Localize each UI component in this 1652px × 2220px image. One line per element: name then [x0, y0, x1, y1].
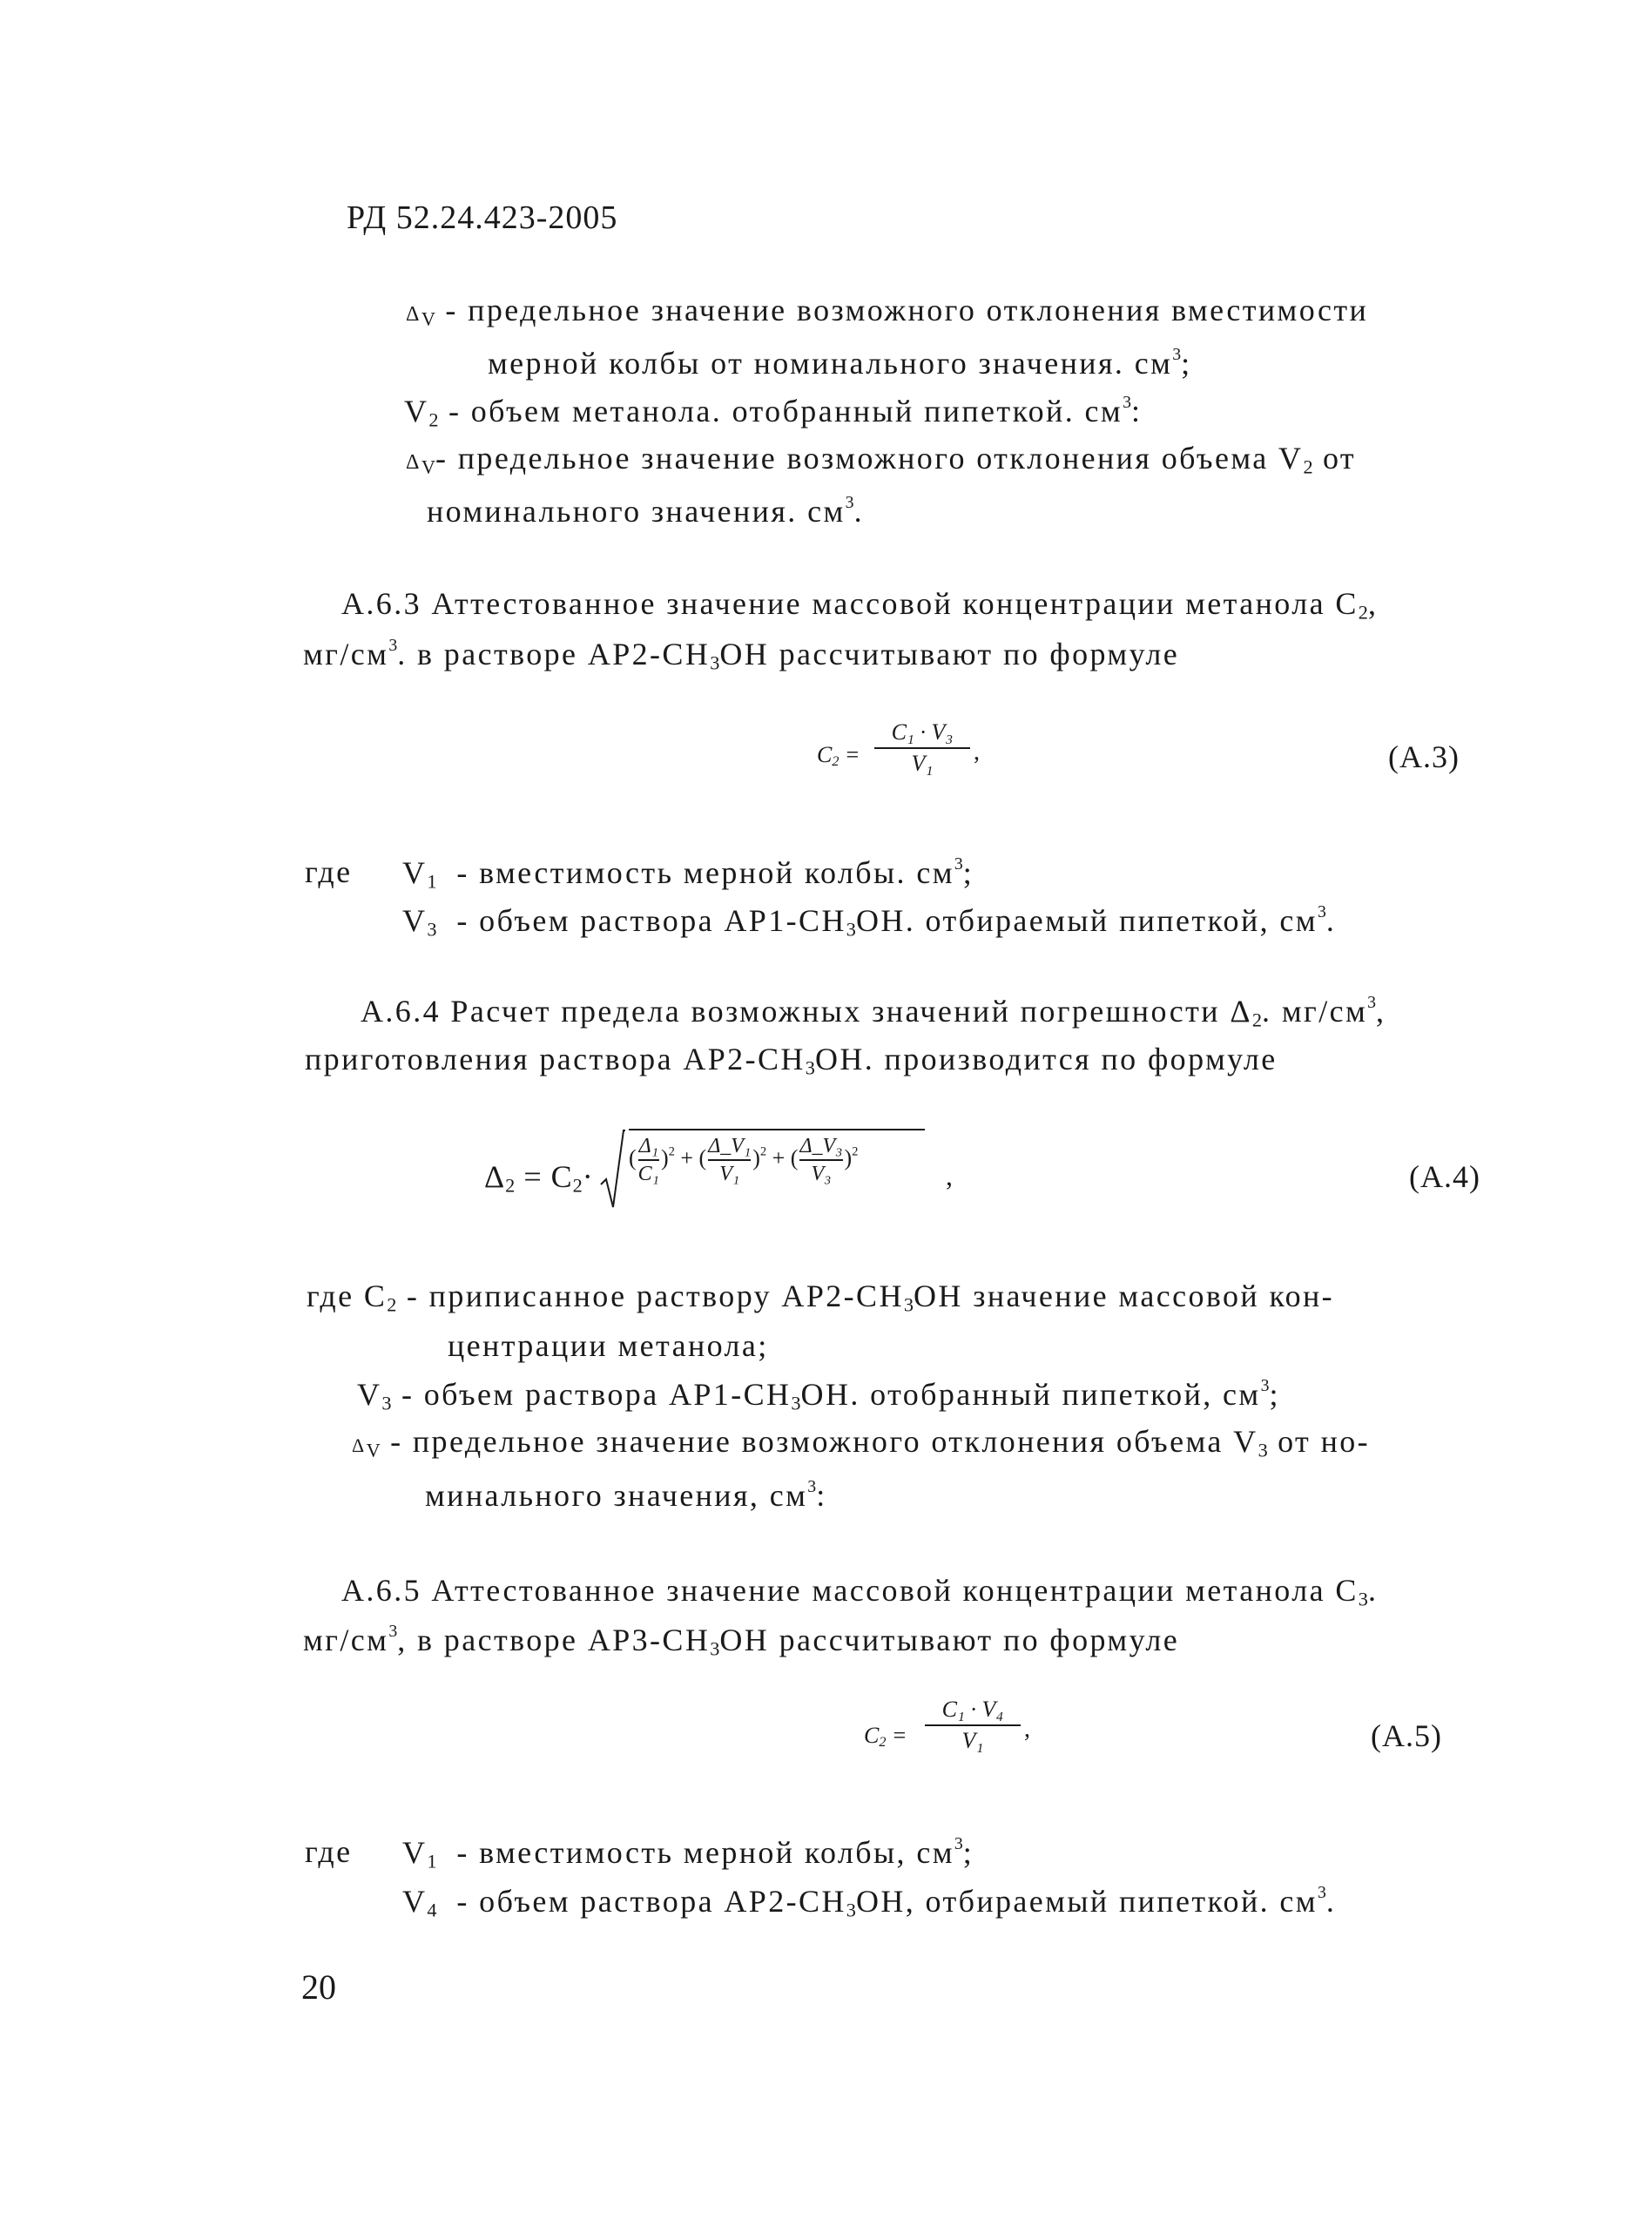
def-text: от но-: [1267, 1424, 1371, 1459]
superscript: 3: [807, 1477, 817, 1496]
term-fraction: [638, 1136, 659, 1184]
superscript: 3: [388, 636, 398, 655]
def-text: :: [816, 1477, 827, 1513]
paragraph-text: мг/см: [303, 636, 389, 671]
equation-lhs: [864, 1723, 907, 1751]
def-line: [352, 1426, 1370, 1461]
square-root: [599, 1123, 947, 1219]
denominator: V₁: [719, 1163, 740, 1185]
eq-subscript: 2: [879, 1735, 887, 1751]
paragraph-line: [341, 588, 1378, 623]
fraction-bar: [925, 1724, 1021, 1726]
eq-subscript: 2: [832, 754, 839, 770]
eq-operator: =: [891, 1723, 907, 1748]
superscript: 3: [388, 1622, 398, 1641]
def-text: - вместимость мерной колбы. см: [456, 854, 954, 890]
equation-lhs: [817, 742, 860, 770]
def-text: ОН. отбираемый пипеткой, см: [855, 902, 1318, 938]
eq-operator: =: [844, 742, 860, 767]
numerator: Δ_V₃: [799, 1135, 843, 1157]
term-fraction: [799, 1136, 842, 1184]
fraction: [874, 721, 970, 775]
def-text: ;: [962, 854, 974, 890]
superscript: 3: [954, 1834, 963, 1853]
paragraph-text: . мг/см: [1262, 993, 1368, 1029]
eq-operator: ·: [582, 1159, 594, 1194]
symbol-subscript: 3: [1258, 1439, 1268, 1461]
paragraph-text: ,: [1367, 586, 1379, 621]
subscript: 2: [1358, 601, 1368, 624]
subscript: 3: [1358, 1588, 1368, 1610]
symbol-subscript: 2: [428, 408, 439, 431]
delta-symbol: Δ: [406, 451, 421, 474]
fraction-bar: [708, 1159, 751, 1161]
superscript: 3: [1317, 1883, 1326, 1902]
def-text: ;: [962, 1834, 974, 1870]
def-text: ;: [1269, 1376, 1280, 1412]
equation-lhs: [484, 1158, 594, 1198]
def-text: - объем раствора АР1-СН: [456, 902, 846, 938]
equation-comma: ,: [946, 1160, 953, 1191]
eq-subscript: 2: [505, 1174, 516, 1197]
subscript: 3: [846, 918, 856, 941]
paragraph-text: А.6.4 Расчет предела возможных значений погрешности Δ: [361, 993, 1252, 1029]
symbol: V: [404, 393, 429, 428]
subscript: 3: [710, 651, 720, 674]
def-text: - приписанное раствору АР2-СН: [406, 1279, 904, 1313]
def-text: - вместимость мерной колбы, см: [456, 1834, 954, 1870]
symbol-subscript: 2: [387, 1293, 397, 1316]
numerator: Δ₁: [638, 1135, 659, 1157]
def-text: ОН значение массовой кон-: [914, 1279, 1335, 1313]
symbol-subscript: 2: [1303, 455, 1313, 478]
def-line: [357, 1378, 1280, 1414]
paragraph-line: [303, 638, 1179, 673]
def-text: - предельное значение возможного отклонения объема V: [435, 441, 1304, 476]
subscript: 2: [1251, 1009, 1263, 1031]
paragraph-text: ОН рассчитывают по формуле: [719, 636, 1180, 671]
def-text: мерной колбы от номинального значения. см: [488, 345, 1173, 381]
equation-label: (А.3): [1388, 739, 1460, 774]
subscript: 3: [805, 1056, 815, 1079]
def-line: [404, 395, 1142, 430]
where-label: где: [305, 1834, 353, 1869]
paragraph-line: [361, 995, 1386, 1030]
fraction-bar: [799, 1159, 842, 1161]
denominator: V₃: [811, 1163, 832, 1185]
superscript: 3: [1172, 345, 1182, 364]
paragraph-text: А.6.5 Аттестованное значение массовой концентрации метанола С: [341, 1573, 1359, 1608]
def-text: - объем метанола. отобранный пипеткой. см: [448, 393, 1123, 428]
def-text: - объем раствора АР1-СН: [401, 1376, 792, 1412]
paragraph-line: [303, 1623, 1179, 1659]
paragraph-text: А.6.3 Аттестованное значение массовой концентрации метанола С: [341, 586, 1359, 621]
paragraph-line: [341, 1575, 1378, 1609]
superscript: 3: [1367, 993, 1377, 1012]
equation-label: (А.5): [1371, 1718, 1442, 1753]
delta-symbol: Δ: [352, 1434, 367, 1456]
numerator: C₁ · V₄: [941, 1697, 1004, 1722]
superscript: 2: [852, 1144, 859, 1159]
eq-subscript: 2: [572, 1174, 583, 1197]
superscript: 3: [1260, 1376, 1270, 1395]
term-fraction: [708, 1136, 751, 1184]
superscript: 2: [668, 1144, 675, 1159]
def-line: [488, 347, 1192, 379]
paragraph-text: , в растворе АР3-СН: [397, 1622, 711, 1657]
numerator: C₁ · V₃: [891, 719, 954, 745]
symbol: V: [357, 1376, 382, 1412]
subscript: 3: [903, 1293, 914, 1316]
def-text: от: [1312, 441, 1357, 476]
superscript: 3: [1123, 393, 1131, 412]
paragraph-text: приготовления раствора АР2-СН: [305, 1042, 806, 1076]
denominator: V₁: [961, 1728, 984, 1753]
symbol-subscript: V: [421, 307, 435, 330]
equation-comma: ,: [974, 739, 980, 766]
paragraph-text: ОН рассчитывают по формуле: [719, 1622, 1180, 1657]
paragraph-line: [305, 1043, 1278, 1078]
symbol-subscript: 1: [427, 1850, 437, 1872]
fraction-bar: [874, 747, 970, 749]
def-text: - предельное значение возможного отклонения объема V: [390, 1424, 1258, 1459]
def-line: [406, 294, 1368, 329]
def-text: .: [1325, 902, 1337, 938]
def-line: [402, 904, 1336, 940]
where-label: где: [307, 1279, 354, 1313]
subscript: 3: [710, 1637, 720, 1660]
superscript: 3: [954, 854, 963, 874]
paragraph-text: мг/см: [303, 1622, 389, 1657]
paragraph-text: . в растворе АР2-СН: [397, 636, 711, 671]
symbol: V: [402, 1883, 428, 1919]
page-number: 20: [301, 1967, 336, 2007]
def-line: [427, 495, 864, 527]
where-label: где: [305, 854, 353, 889]
radicand: ( $\frac{\text{Δ₁}}{\text{C₁}}$ )$^2$ + ( $\frac{\text{Δ\_V₁}}{\text{V₁}}$ )$^2$ + ( $\frac{\text{Δ\_V₃}}{\text{V₃}}$ )$^2$: [629, 1129, 925, 1184]
symbol: V: [402, 854, 428, 890]
numerator: Δ_V₁: [708, 1135, 752, 1157]
def-text: ОН. отобранный пипеткой, см: [800, 1376, 1261, 1412]
document-header: РД 52.24.423-2005: [347, 199, 618, 236]
symbol: С: [363, 1279, 388, 1313]
fraction: [925, 1698, 1021, 1752]
symbol-subscript: 1: [427, 870, 437, 893]
def-text: - объем раствора АР2-СН: [456, 1883, 846, 1919]
paragraph-text: ОН. производится по формуле: [814, 1042, 1278, 1076]
paragraph-text: .: [1367, 1573, 1379, 1608]
def-line: [402, 1836, 974, 1872]
symbol-subscript: V: [421, 455, 435, 478]
symbol: V: [402, 902, 428, 938]
radical-sign: [599, 1123, 625, 1211]
superscript: 3: [1317, 902, 1326, 921]
delta-symbol: Δ: [406, 303, 421, 326]
subscript: 3: [791, 1392, 801, 1414]
symbol: V: [402, 1834, 428, 1870]
eq-symbol: C: [817, 742, 833, 767]
eq-symbol: C: [864, 1723, 880, 1748]
denominator: C₁: [637, 1163, 660, 1185]
symbol-subscript: 3: [381, 1392, 392, 1414]
symbol-subscript: V: [366, 1439, 381, 1461]
def-text: .: [853, 493, 864, 529]
def-line: центрации метанола;: [448, 1328, 769, 1363]
def-line: [425, 1479, 827, 1511]
equation-label: (А.4): [1409, 1159, 1480, 1194]
eq-operator: = C: [515, 1159, 573, 1194]
symbol-subscript: 4: [427, 1899, 437, 1921]
def-text: ОН, отбираемый пипеткой. см: [855, 1883, 1318, 1919]
denominator: V₁: [911, 751, 934, 776]
def-text: номинального значения. см: [427, 493, 846, 529]
superscript: 3: [845, 493, 854, 512]
def-line: [402, 856, 974, 892]
def-line: [406, 442, 1356, 477]
superscript: 2: [759, 1144, 767, 1159]
def-line: [402, 1885, 1336, 1920]
fraction-bar: [638, 1159, 659, 1161]
def-text: .: [1325, 1883, 1337, 1919]
def-text: - предельное значение возможного отклонения вместимости: [445, 293, 1369, 327]
subscript: 3: [846, 1899, 856, 1921]
paragraph-text: ,: [1376, 993, 1386, 1029]
def-text: :: [1130, 393, 1143, 428]
def-line: [307, 1280, 1334, 1315]
eq-symbol: Δ: [484, 1159, 506, 1194]
def-text: ;: [1181, 345, 1192, 381]
equation-comma: ,: [1024, 1716, 1030, 1743]
def-text: минального значения, см: [425, 1477, 808, 1513]
symbol-subscript: 3: [427, 918, 437, 941]
